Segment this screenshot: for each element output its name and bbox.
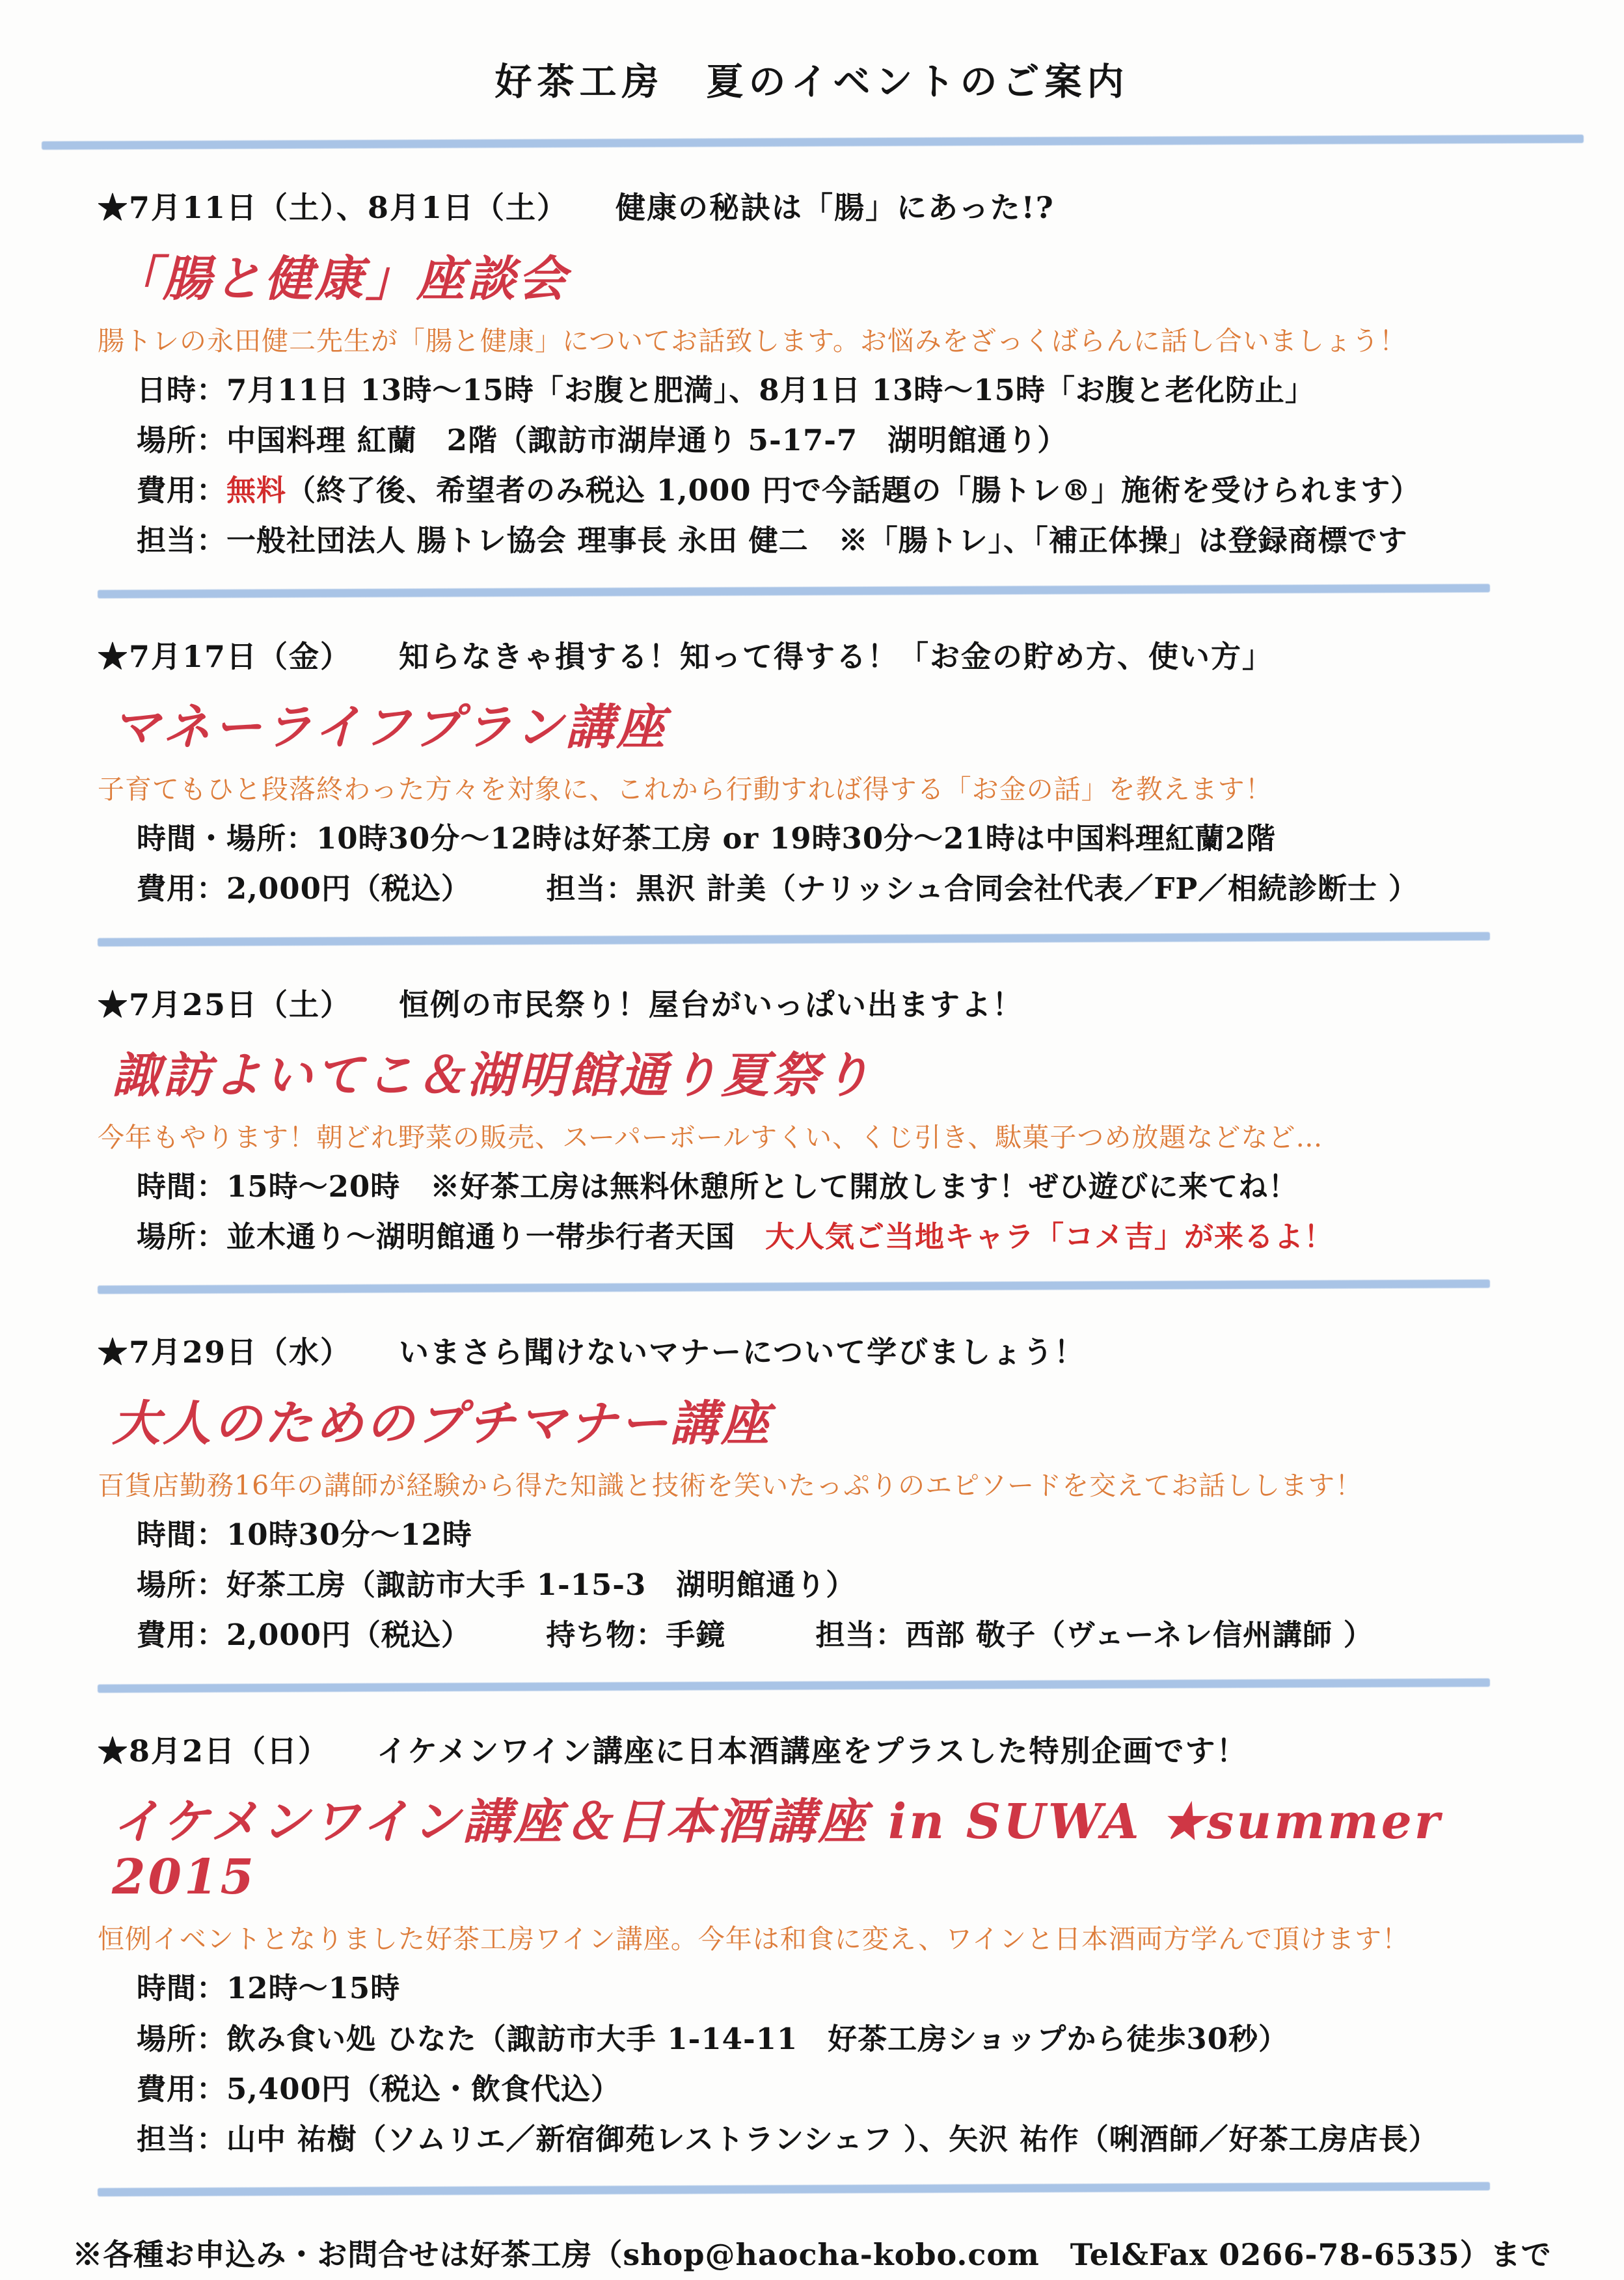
detail-text: 費用：2,000円（税込） 担当：黒沢 計美（ナリッシュ合同会社代表／FP／相続診断士 ） [137,871,1418,906]
event-detail-line [137,473,1585,508]
detail-text: 費用：2,000円（税込） 持ち物：手鏡 担当：西部 敬子（ヴェーネレ信州講師 ） [137,1618,1374,1653]
event-description: 腸トレの永田健二先生が「腸と健康」についてお話致します。お悩みをざっくばらんに話し合いましょう！ [98,325,1407,357]
event-title: 大人のためのプチマナー講座 [112,1395,772,1452]
detail-text: 場所：好茶工房（諏訪市大手 1-15-3 湖明館通り） [137,1568,856,1603]
detail-text: 場所：飲み食い処 ひなた（諏訪市大手 1-14-11 好茶工房ショップから徒歩30秒） [137,2021,1288,2056]
detail-text: 費用：5,400円（税込・飲食代込） [137,2071,621,2106]
event-detail-line [137,871,1585,906]
event-section-chou-kenkou [0,189,1624,595]
event-date-header: ★7月11日（土）、8月1日（土） 健康の秘訣は「腸」にあった!? [98,190,1055,226]
section-divider [98,584,1490,598]
document-title: 好茶工房 夏のイベントのご案内 [494,60,1130,103]
event-title: マネーライフプラン講座 [112,699,668,756]
event-detail-line [137,1568,1585,1602]
detail-text: 担当：一般社団法人 腸トレ協会 理事長 永田 健二 ※「腸トレ」、「補正体操」は登録商標です [137,523,1408,558]
event-detail-line [137,1517,1585,1552]
section-divider [98,1678,1490,1692]
event-detail-line [137,1219,1585,1254]
section-divider [98,1280,1490,1294]
detail-text: 費用： [137,473,227,508]
detail-text: 担当：山中 祐樹（ソムリエ／新宿御苑レストランシェフ ）、矢沢 祐作（唎酒師／好茶工房店長） [137,2121,1439,2156]
event-description: 子育てもひと段落終わった方々を対象に、これから行動すれば得する「お金の話」を教えます！ [98,774,1273,806]
event-detail-line [137,2122,1585,2156]
event-section-wine-sake-kouza [0,1733,1624,2193]
event-detail-line [137,1971,1585,2005]
detail-text: 場所：中国料理 紅蘭 2階（諏訪市湖岸通り 5-17-7 湖明館通り） [137,423,1068,458]
detail-text: 日時：7月11日 13時～15時「お腹と肥満」、8月1日 13時～15時「お腹と老化防止」 [137,373,1315,408]
detail-text: 時間：15時～20時 ※好茶工房は無料休憩所として開放します！ぜひ遊びに来てね！ [137,1169,1299,1204]
event-detail-line [137,2072,1585,2106]
detail-text: 時間・場所：10時30分～12時は好茶工房 or 19時30分～21時は中国料理紅蘭2階 [137,821,1277,856]
event-detail-line [137,1169,1585,1204]
event-date-header: ★7月17日（金） 知らなきゃ損する！知って得する！「お金の貯め方、使い方」 [98,638,1274,674]
event-detail-line [137,1618,1585,1652]
event-detail-line [137,2022,1585,2056]
detail-text: 時間：12時～15時 [137,1971,401,2006]
detail-text: 場所：並木通り～湖明館通り一帯歩行者天国 [137,1219,766,1255]
event-description: 今年もやります！朝どれ野菜の販売、スーパーボールすくい、くじ引き、駄菓子つめ放題などなど… [98,1122,1323,1154]
event-detail-line [137,423,1585,457]
detail-text-red: 無料 [226,473,287,508]
event-description: 恒例イベントとなりました好茶工房ワイン講座。今年は和食に変え、ワインと日本酒両方学んで頂けます！ [98,1923,1409,1955]
section-divider [98,2182,1490,2196]
event-title: 「腸と健康」座談会 [112,251,569,307]
event-title: 諏訪よいてこ＆湖明館通り夏祭り [112,1048,873,1104]
event-detail-line [137,373,1585,407]
detail-text-red: 大人気ご当地キャラ「コメ吉」が来るよ！ [765,1219,1334,1255]
event-section-petit-manner [0,1334,1624,1689]
event-detail-line [137,821,1585,856]
event-description: 百貨店勤務16年の講師が経験から得た知識と技術を笑いたっぷりのエピソードを交えてお話しします！ [98,1470,1363,1502]
event-date-header: ★8月2日（日） イケメンワイン講座に日本酒講座をプラスした特別企画です！ [98,1733,1248,1769]
footer-contact-note: ※各種お申込み・お問合せは好茶工房（shop@haocha-kobo.com Tel&Fax 0266-78-6535）まで [72,2236,1552,2272]
event-date-header: ★7月25日（土） 恒例の市民祭り！屋台がいっぱい出ますよ！ [98,986,1024,1022]
event-date-header: ★7月29日（水） いまさら聞けないマナーについて学びましょう！ [98,1335,1086,1370]
title-divider [42,135,1584,150]
detail-text: （終了後、希望者のみ税込 1,000 円で今話題の「腸トレ®」施術を受けられます） [286,473,1421,508]
detail-text: 時間：10時30分～12時 [137,1517,472,1553]
event-section-natsu-matsuri [0,986,1624,1292]
event-section-money-life-plan [0,638,1624,943]
section-divider [98,932,1490,946]
event-detail-line [137,523,1585,558]
event-title: イケメンワイン講座＆日本酒講座 in SUWA ★summer 2015 [112,1794,1442,1906]
